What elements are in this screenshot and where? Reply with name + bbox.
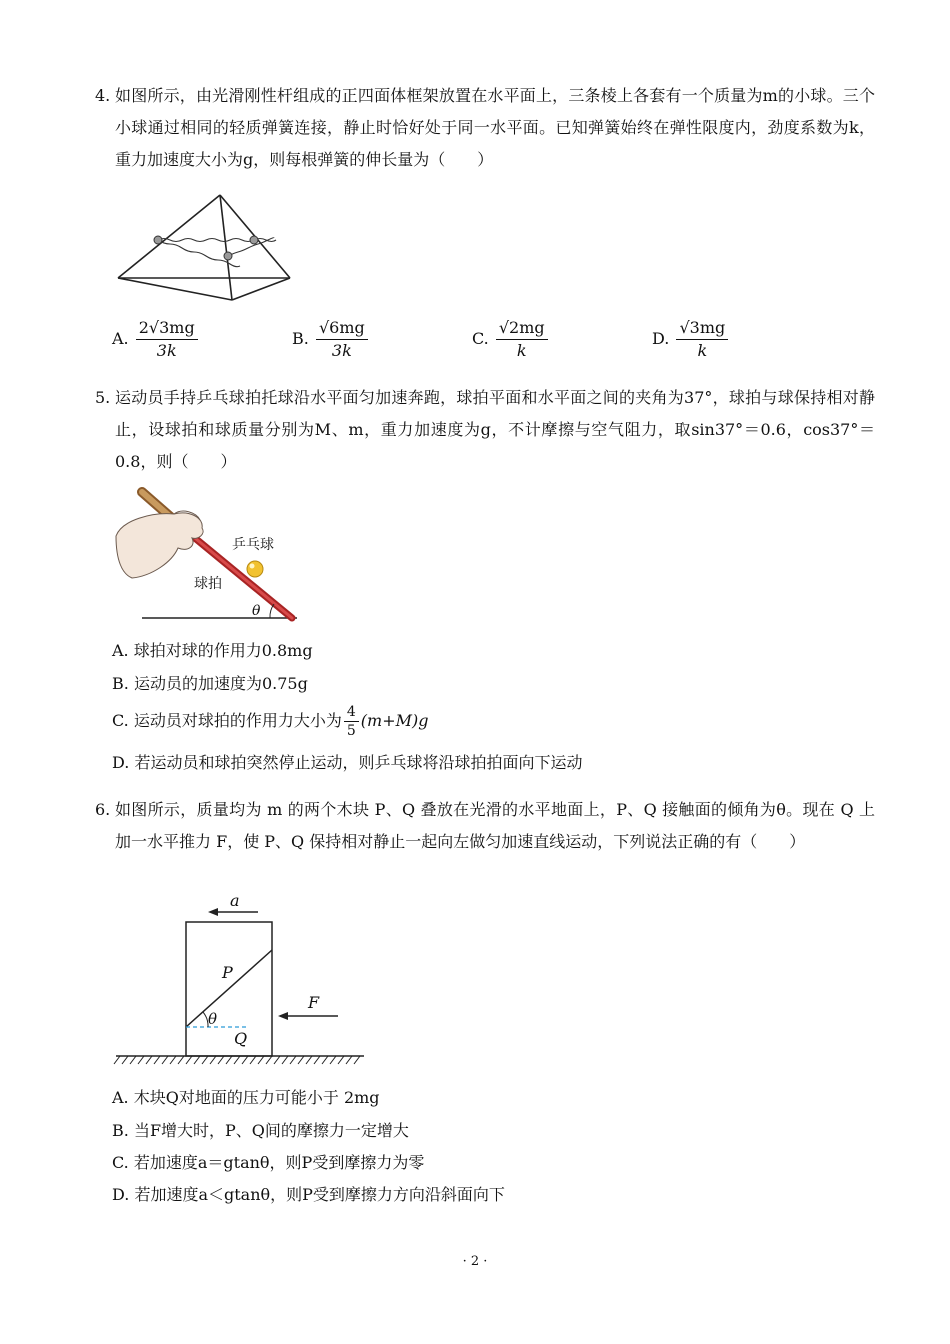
option-6d[interactable] [112, 1184, 505, 1206]
fraction [676, 318, 728, 361]
question-stem: 如图所示，由光滑刚性杆组成的正四面体框架放置在水平面上，三条棱上各套有一个质量为m的小球。三个小球通过相同的轻质弹簧连接，静止时恰好处于同一水平面。已知弹簧始终在弹性限度内，劲度系数为k，重力加速度大小为g，则每根弹簧的伸长量为（ ） [115, 86, 875, 169]
option-text: 若运动员和球拍突然停止运动，则乒乓球将沿球拍拍面向下运动 [134, 753, 583, 772]
denominator: 3k [331, 341, 352, 360]
page-number: · 2 · [462, 1254, 488, 1269]
option-label: D. [112, 1185, 130, 1204]
option-6c[interactable] [112, 1152, 424, 1174]
option-label: B. [112, 1121, 129, 1140]
option-label: A. [112, 641, 129, 660]
ball-label: 乒乓球 [232, 537, 274, 553]
option-label: D. [652, 329, 670, 348]
option-6a[interactable] [112, 1087, 380, 1109]
angle-label: θ [208, 1010, 218, 1028]
question-6 [95, 794, 875, 858]
option-text: 若加速度a＜gtanθ，则P受到摩擦力方向沿斜面向下 [134, 1185, 505, 1204]
option-label: A. [112, 1088, 129, 1107]
numerator: 2√3mg [136, 318, 198, 340]
denominator: 3k [156, 341, 177, 360]
option-label: A. [112, 329, 129, 348]
question-stem: 如图所示，质量均为 m 的两个木块 P、Q 叠放在光滑的水平地面上，P、Q 接触面的倾角为θ。现在 Q 上加一水平推力 F，使 P、Q 保持相对静止一起向左做匀加速直线运动，下列说法正确的有（ ） [115, 800, 875, 851]
option-5b[interactable] [112, 673, 308, 695]
option-4b[interactable] [292, 318, 370, 361]
option-label: C. [112, 1153, 129, 1172]
option-text: 球拍对球的作用力0.8mg [133, 641, 313, 660]
option-5d[interactable] [112, 752, 582, 774]
q-label: Q [234, 1029, 248, 1048]
option-text: 当F增大时，P、Q间的摩擦力一定增大 [133, 1121, 409, 1140]
fraction [316, 318, 368, 361]
option-text: 木块Q对地面的压力可能小于 2mg [133, 1088, 380, 1107]
numerator: 4 [344, 704, 359, 722]
option-label: C. [112, 711, 129, 730]
force-label: F [308, 993, 320, 1012]
option-5c[interactable] [112, 704, 428, 739]
question-5 [95, 382, 875, 478]
option-label: B. [292, 329, 309, 348]
paddle-figure [112, 484, 312, 624]
option-4a[interactable] [112, 318, 200, 361]
option-5a[interactable] [112, 640, 313, 662]
numerator: √6mg [316, 318, 368, 340]
fraction [496, 318, 548, 361]
option-label: B. [112, 674, 129, 693]
question-4 [95, 80, 875, 176]
fraction [136, 318, 198, 361]
option-text: 若加速度a＝gtanθ，则P受到摩擦力为零 [133, 1153, 425, 1172]
option-label: C. [472, 329, 489, 348]
blocks-figure [112, 888, 372, 1073]
angle-label: θ [252, 603, 261, 619]
option-4c[interactable] [472, 318, 550, 361]
numerator: √2mg [496, 318, 548, 340]
question-stem: 运动员手持乒乓球拍托球沿水平面匀加速奔跑，球拍平面和水平面之间的夹角为37°，球拍与球保持相对静止，设球拍和球质量分别为M、m，重力加速度为g，不计摩擦与空气阻力，取sin37°＝0.6，cos37°＝0.8，则（ ） [115, 388, 875, 471]
accel-label: a [230, 891, 240, 910]
option-label: D. [112, 753, 130, 772]
option-text: 运动员对球拍的作用力大小为 [133, 711, 342, 730]
question-number: 4. [95, 86, 111, 105]
tetrahedron-figure [110, 190, 300, 305]
question-number: 5. [95, 388, 111, 407]
numerator: √3mg [676, 318, 728, 340]
denominator: 5 [346, 723, 356, 739]
denominator: k [697, 341, 708, 360]
option-6b[interactable] [112, 1120, 409, 1142]
paddle-label: 球拍 [194, 576, 222, 592]
p-label: P [222, 963, 233, 982]
option-text: (m+M)g [360, 711, 429, 730]
denominator: k [516, 341, 527, 360]
option-text: 运动员的加速度为0.75g [133, 674, 308, 693]
fraction [344, 704, 359, 739]
question-number: 6. [95, 800, 111, 819]
option-4d[interactable] [652, 318, 730, 361]
